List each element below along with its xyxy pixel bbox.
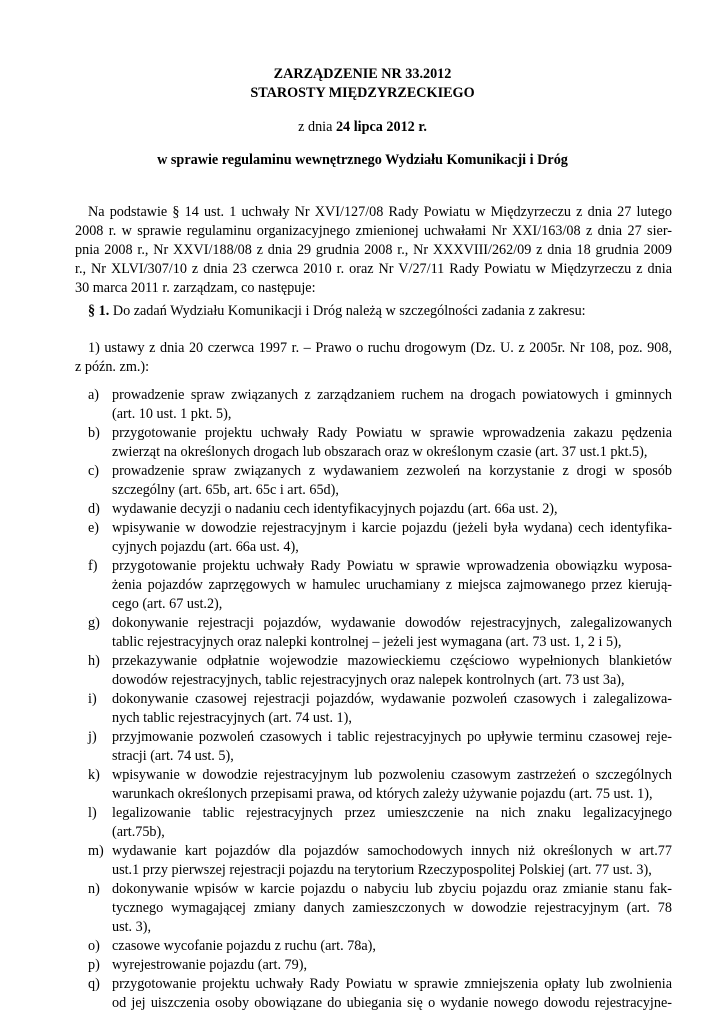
list-item-line: dokonywanie czasowej rejestracji pojazdów, wydawanie pozwoleń czasowych i zalegalizowa- <box>112 691 672 707</box>
list-item-label: k) <box>88 767 100 783</box>
list-item <box>88 614 672 652</box>
list-item-line: nych tablic rejestracyjnych (art. 74 ust. 1), <box>112 710 352 726</box>
list-item-line: ust.1 przy pierwszej rejestracji pojazdu na terytorium Rzeczypospolitej Polskiej (art. 77 ust. 3), <box>112 862 652 878</box>
intro-paragraph <box>75 203 672 298</box>
list-item-label: c) <box>88 463 100 479</box>
list-item-line: stracji (art. 74 ust. 5), <box>112 748 234 764</box>
title-line-2: STAROSTY MIĘDZYRZECKIEGO <box>250 85 475 101</box>
list-item-label: h) <box>88 653 100 669</box>
list-item-label: b) <box>88 425 100 441</box>
list-item-label: i) <box>88 691 97 707</box>
list-item-label: g) <box>88 615 100 631</box>
list-item-line: cego (art. 67 ust.2), <box>112 596 223 612</box>
list-item-line: dokonywanie wpisów w karcie pojazdu o nabyciu lub zbyciu pojazdu oraz zmianie stanu fak- <box>112 881 672 897</box>
task-list <box>88 386 672 1013</box>
list-item-line: przekazywanie odpłatnie wojewodzie mazowieckiemu częściowo wypełnionych blankietów <box>112 653 672 669</box>
list-item-line: wpisywanie w dowodzie rejestracyjnym lub pozwoleniu czasowym zastrzeżeń o szczególnych <box>112 767 672 783</box>
list-item-line: wyrejestrowanie pojazdu (art. 79), <box>112 957 308 973</box>
list-item-line: (art.75b), <box>112 824 165 840</box>
list-item-label: n) <box>88 881 100 897</box>
list-item <box>88 557 672 614</box>
date-value: 24 lipca 2012 r. <box>335 119 427 135</box>
intro-line: pnia 2008 r., Nr XXVI/188/08 z dnia 29 grudnia 2008 r., Nr XXXVIII/262/09 z dnia 18 grudnia 2009 <box>75 242 672 258</box>
list-item-line: przygotowanie projektu uchwały Rady Powiatu w sprawie wprowadzenia zakazu pędzenia <box>112 425 672 441</box>
list-item <box>88 386 672 424</box>
document-date <box>0 118 725 137</box>
list-item-label: a) <box>88 387 100 403</box>
list-item-line: wydawanie kart pojazdów dla pojazdów samochodowych innych niż określonych w art.77 <box>112 843 672 859</box>
list-item <box>88 766 672 804</box>
list-item-label: e) <box>88 520 100 536</box>
list-item-line: dokonywanie rejestracji pojazdów, wydawanie dowodów rejestracyjnych, zalegalizowanych <box>112 615 672 631</box>
list-item <box>88 462 672 500</box>
list-item-label: p) <box>88 957 100 973</box>
list-item-label: m) <box>88 843 104 859</box>
intro-line: Na podstawie § 14 ust. 1 uchwały Nr XVI/127/08 Rady Powiatu w Międzyrzeczu z dnia 27 lutego <box>88 204 672 220</box>
list-item-line: czasowe wycofanie pojazdu z ruchu (art. 78a), <box>112 938 376 954</box>
section-1 <box>88 302 672 321</box>
intro-line: r., Nr XLVI/307/10 z dnia 23 czerwca 2010 r. oraz Nr V/27/11 Rady Powiatu w Międzyrzeczu z dnia <box>75 261 672 277</box>
list-item-line: (art. 10 ust. 1 pkt. 5), <box>112 406 232 422</box>
list-item-line: przyjmowanie pozwoleń czasowych i tablic rejestracyjnych po upływie terminu czasowej reje- <box>112 729 672 745</box>
list-item-line: przygotowanie projektu uchwały Rady Powiatu w sprawie wprowadzenia obowiązku wyposa- <box>112 558 672 574</box>
act-line: 1) ustawy z dnia 20 czerwca 1997 r. – Prawo o ruchu drogowym (Dz. U. z 2005r. Nr 108, poz. 908, <box>88 340 672 356</box>
list-item-line: tablic rejestracyjnych oraz nalepki kontrolnej – jeżeli jest wymagana (art. 73 ust. 1, 2 i 5), <box>112 634 622 650</box>
list-item <box>88 652 672 690</box>
list-item <box>88 956 672 975</box>
list-item-label: f) <box>88 558 98 574</box>
list-item-line: szczególny (art. 65b, art. 65c i art. 65d), <box>112 482 339 498</box>
list-item-label: q) <box>88 976 100 992</box>
document-subject: w sprawie regulaminu wewnętrznego Wydziału Komunikacji i Dróg <box>157 152 568 168</box>
list-item-line: wydawanie decyzji o nadaniu cech identyfikacyjnych pojazdu (art. 66a ust. 2), <box>112 501 558 517</box>
list-item-label: o) <box>88 938 100 954</box>
list-item-line: dowodów rejestracyjnych, tablic rejestracyjnych oraz nalepek kontrolnych (art. 73 ust 3a), <box>112 672 625 688</box>
act-line: z późn. zm.): <box>75 359 150 375</box>
list-item-line: od jej uiszczenia osoby obowiązane do ubiegania się o wydanie nowego dowodu rejestracyjne- <box>112 995 672 1011</box>
list-item-line: zwierząt na określonych drogach lub obszarach oraz w określonym czasie (art. 37 ust.1 pkt.5), <box>112 444 648 460</box>
act-reference <box>75 339 672 377</box>
list-item-line: legalizowanie tablic rejestracyjnych przez umieszczenie na nich znaku legalizacyjnego <box>112 805 672 821</box>
list-item <box>88 500 672 519</box>
list-item-line: warunkach określonych przepisami prawa, od których zależy używanie pojazdu (art. 75 ust. 1), <box>112 786 653 802</box>
list-item-line: tycznego wymagającej zmiany danych zamieszczonych w dowodzie rejestracyjnym (art. 78 <box>112 900 672 916</box>
list-item <box>88 519 672 557</box>
list-item <box>88 880 672 937</box>
list-item <box>88 804 672 842</box>
list-item-line: wpisywanie w dowodzie rejestracyjnym i karcie pojazdu (jeżeli była wydana) cech identyfika- <box>112 520 672 536</box>
list-item-line: cyjnych pojazdu (art. 66a ust. 4), <box>112 539 299 555</box>
list-item <box>88 842 672 880</box>
date-prefix: z dnia <box>298 119 333 135</box>
list-item-line: prowadzenie spraw związanych z wydawaniem zezwoleń na korzystanie z drogi w sposób <box>112 463 672 479</box>
list-item-line: prowadzenie spraw związanych z zarządzaniem ruchem na drogach powiatowych i gminnych <box>112 387 672 403</box>
section-1-text: Do zadań Wydziału Komunikacji i Dróg należą w szczególności zadania z zakresu: <box>112 303 586 319</box>
list-item <box>88 424 672 462</box>
list-item <box>88 728 672 766</box>
title-line-1: ZARZĄDZENIE NR 33.2012 <box>273 66 452 82</box>
list-item-label: l) <box>88 805 97 821</box>
section-1-label: § 1. <box>88 303 110 319</box>
list-item-line: przygotowanie projektu uchwały Rady Powiatu w sprawie zmniejszenia opłaty lub zwolnienia <box>112 976 672 992</box>
list-item-label: d) <box>88 501 100 517</box>
intro-line: 2008 r. w sprawie regulaminu organizacyjnego zmienionej uchwałami Nr XXI/163/08 z dnia 27 sier- <box>75 223 672 239</box>
list-item <box>88 690 672 728</box>
document-header <box>0 65 725 103</box>
list-item <box>88 975 672 1013</box>
intro-line: 30 marca 2011 r. zarządzam, co następuje: <box>75 280 316 296</box>
list-item <box>88 937 672 956</box>
list-item-line: żenia pojazdów zaprzęgowych w hamulec uruchamiany z miejsca zajmowanego przez kierują- <box>112 577 672 593</box>
list-item-line: ust. 3), <box>112 919 152 935</box>
list-item-label: j) <box>88 729 97 745</box>
